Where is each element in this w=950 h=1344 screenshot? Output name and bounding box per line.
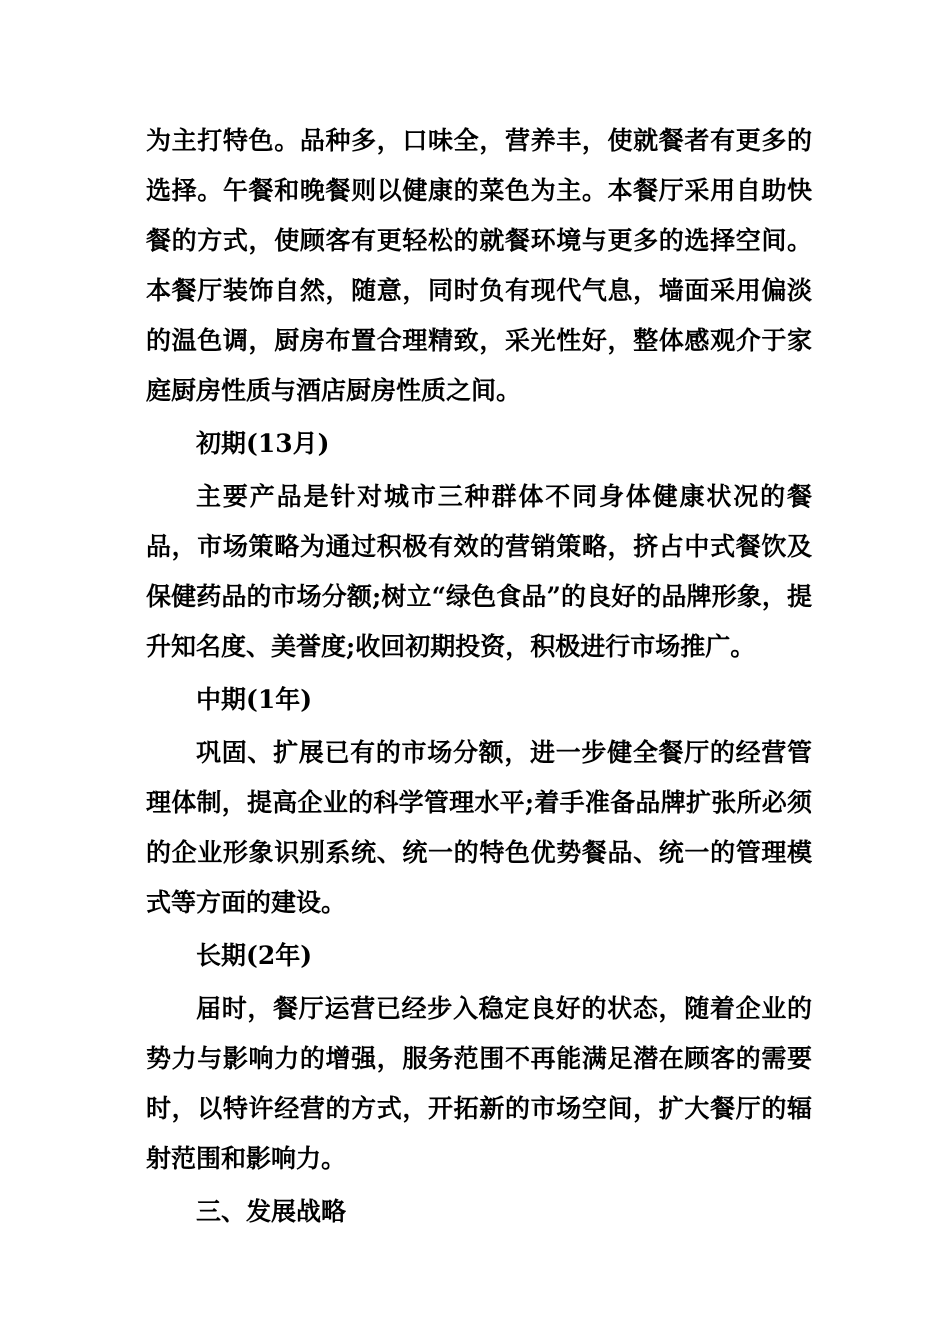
paragraph-early-stage: 主要产品是针对城市三种群体不同身体健康状况的餐品，市场策略为通过积极有效的营销策略，挤占中式餐饮及保健药品的市场分额;树立“绿色食品”的良好的品牌形象，提升知名度、美誉度;收回初期投资，积极进行市场推广。 [146,482,812,661]
heading-mid-stage: 中期(1年) [196,685,313,714]
heading-section-three: 三、发展战略 [196,1197,347,1226]
heading-long-stage: 长期(2年) [196,941,313,970]
document-body [146,116,812,1240]
paragraph-long-stage: 届时，餐厅运营已经步入稳定良好的状态，随着企业的势力与影响力的增强，服务范围不再能满足潜在顾客的需要时，以特许经营的方式，开拓新的市场空间，扩大餐厅的辐射范围和影响力。 [146,994,812,1173]
paragraph-intro-continued: 为主打特色。品种多，口味全，营养丰，使就餐者有更多的选择。午餐和晚餐则以健康的菜色为主。本餐厅采用自助快餐的方式，使顾客有更轻松的就餐环境与更多的选择空间。本餐厅装饰自然，随意，同时负有现代气息，墙面采用偏淡的温色调，厨房布置合理精致，采光性好，整体感观介于家庭厨房性质与酒店厨房性质之间。 [146,126,812,405]
paragraph-mid-stage: 巩固、扩展已有的市场分额，进一步健全餐厅的经营管理体制，提高企业的科学管理水平;着手准备品牌扩张所必须的企业形象识别系统、统一的特色优势餐品、统一的管理模式等方面的建设。 [146,738,812,917]
heading-early-stage: 初期(13月) [196,429,330,458]
